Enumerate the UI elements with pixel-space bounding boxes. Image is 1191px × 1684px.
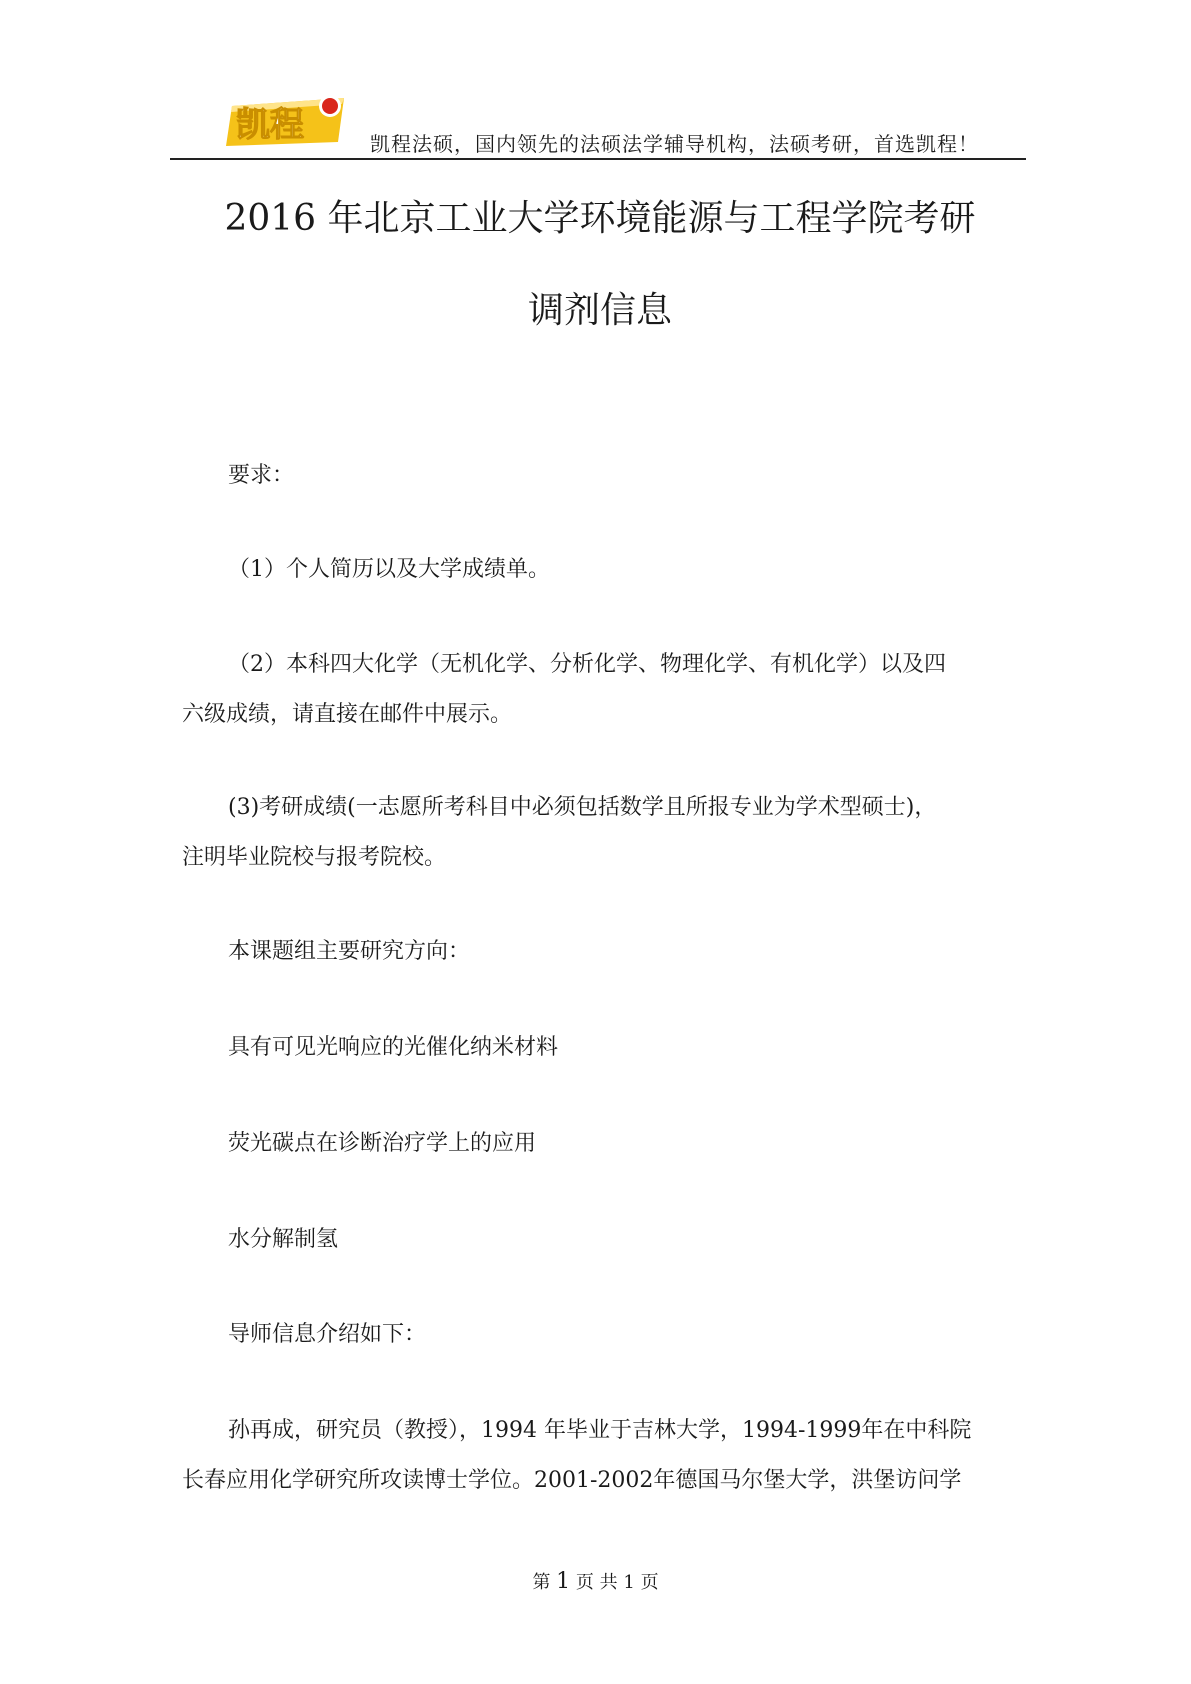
page-title-line-1: 2016 年北京工业大学环境能源与工程学院考研 [224, 198, 976, 239]
kaicheng-logo [222, 86, 354, 148]
page-title-line-2: 调剂信息 [527, 290, 672, 331]
requirement-3-line-2: 注明毕业院校与报考院校。 [182, 845, 447, 870]
header-tagline: 凯程法硕，国内领先的法硕法学辅导机构，法硕考研，首选凯程！ [370, 132, 979, 156]
svg-text:凯程: 凯程 [236, 105, 304, 145]
footer-page-number: 1 [556, 1569, 571, 1594]
footer-middle: 页 共 [575, 1572, 618, 1593]
requirement-3-line-1: (3)考研成绩(一志愿所考科目中必须包括数学且所报专业为学术型硕士)， [228, 795, 937, 820]
requirement-2-line-2: 六级成绩，请直接在邮件中展示。 [182, 702, 513, 727]
advisor-heading: 导师信息介绍如下： [228, 1322, 427, 1347]
requirement-1: （1）个人简历以及大学成绩单。 [228, 557, 550, 582]
research-direction-3: 水分解制氢 [228, 1227, 339, 1252]
requirements-heading: 要求： [228, 463, 295, 488]
research-directions-heading: 本课题组主要研究方向： [228, 939, 471, 964]
header-divider [170, 158, 1026, 160]
requirement-2-line-1: （2）本科四大化学（无机化学、分析化学、物理化学、有机化学）以及四 [228, 652, 946, 677]
advisor-bio-line-2: 长春应用化学研究所攻读博士学位。2001-2002年德国马尔堡大学，洪堡访问学 [182, 1468, 962, 1493]
footer-suffix: 页 [640, 1572, 659, 1593]
footer-prefix: 第 [532, 1572, 551, 1593]
footer-total-pages: 1 [623, 1572, 635, 1593]
advisor-bio-line-1: 孙再成，研究员（教授），1994 年毕业于吉林大学，1994-1999年在中科院 [228, 1418, 972, 1443]
research-direction-2: 荧光碳点在诊断治疗学上的应用 [228, 1131, 537, 1156]
research-direction-1: 具有可见光响应的光催化纳米材料 [228, 1035, 559, 1060]
page-footer [0, 1568, 1191, 1594]
